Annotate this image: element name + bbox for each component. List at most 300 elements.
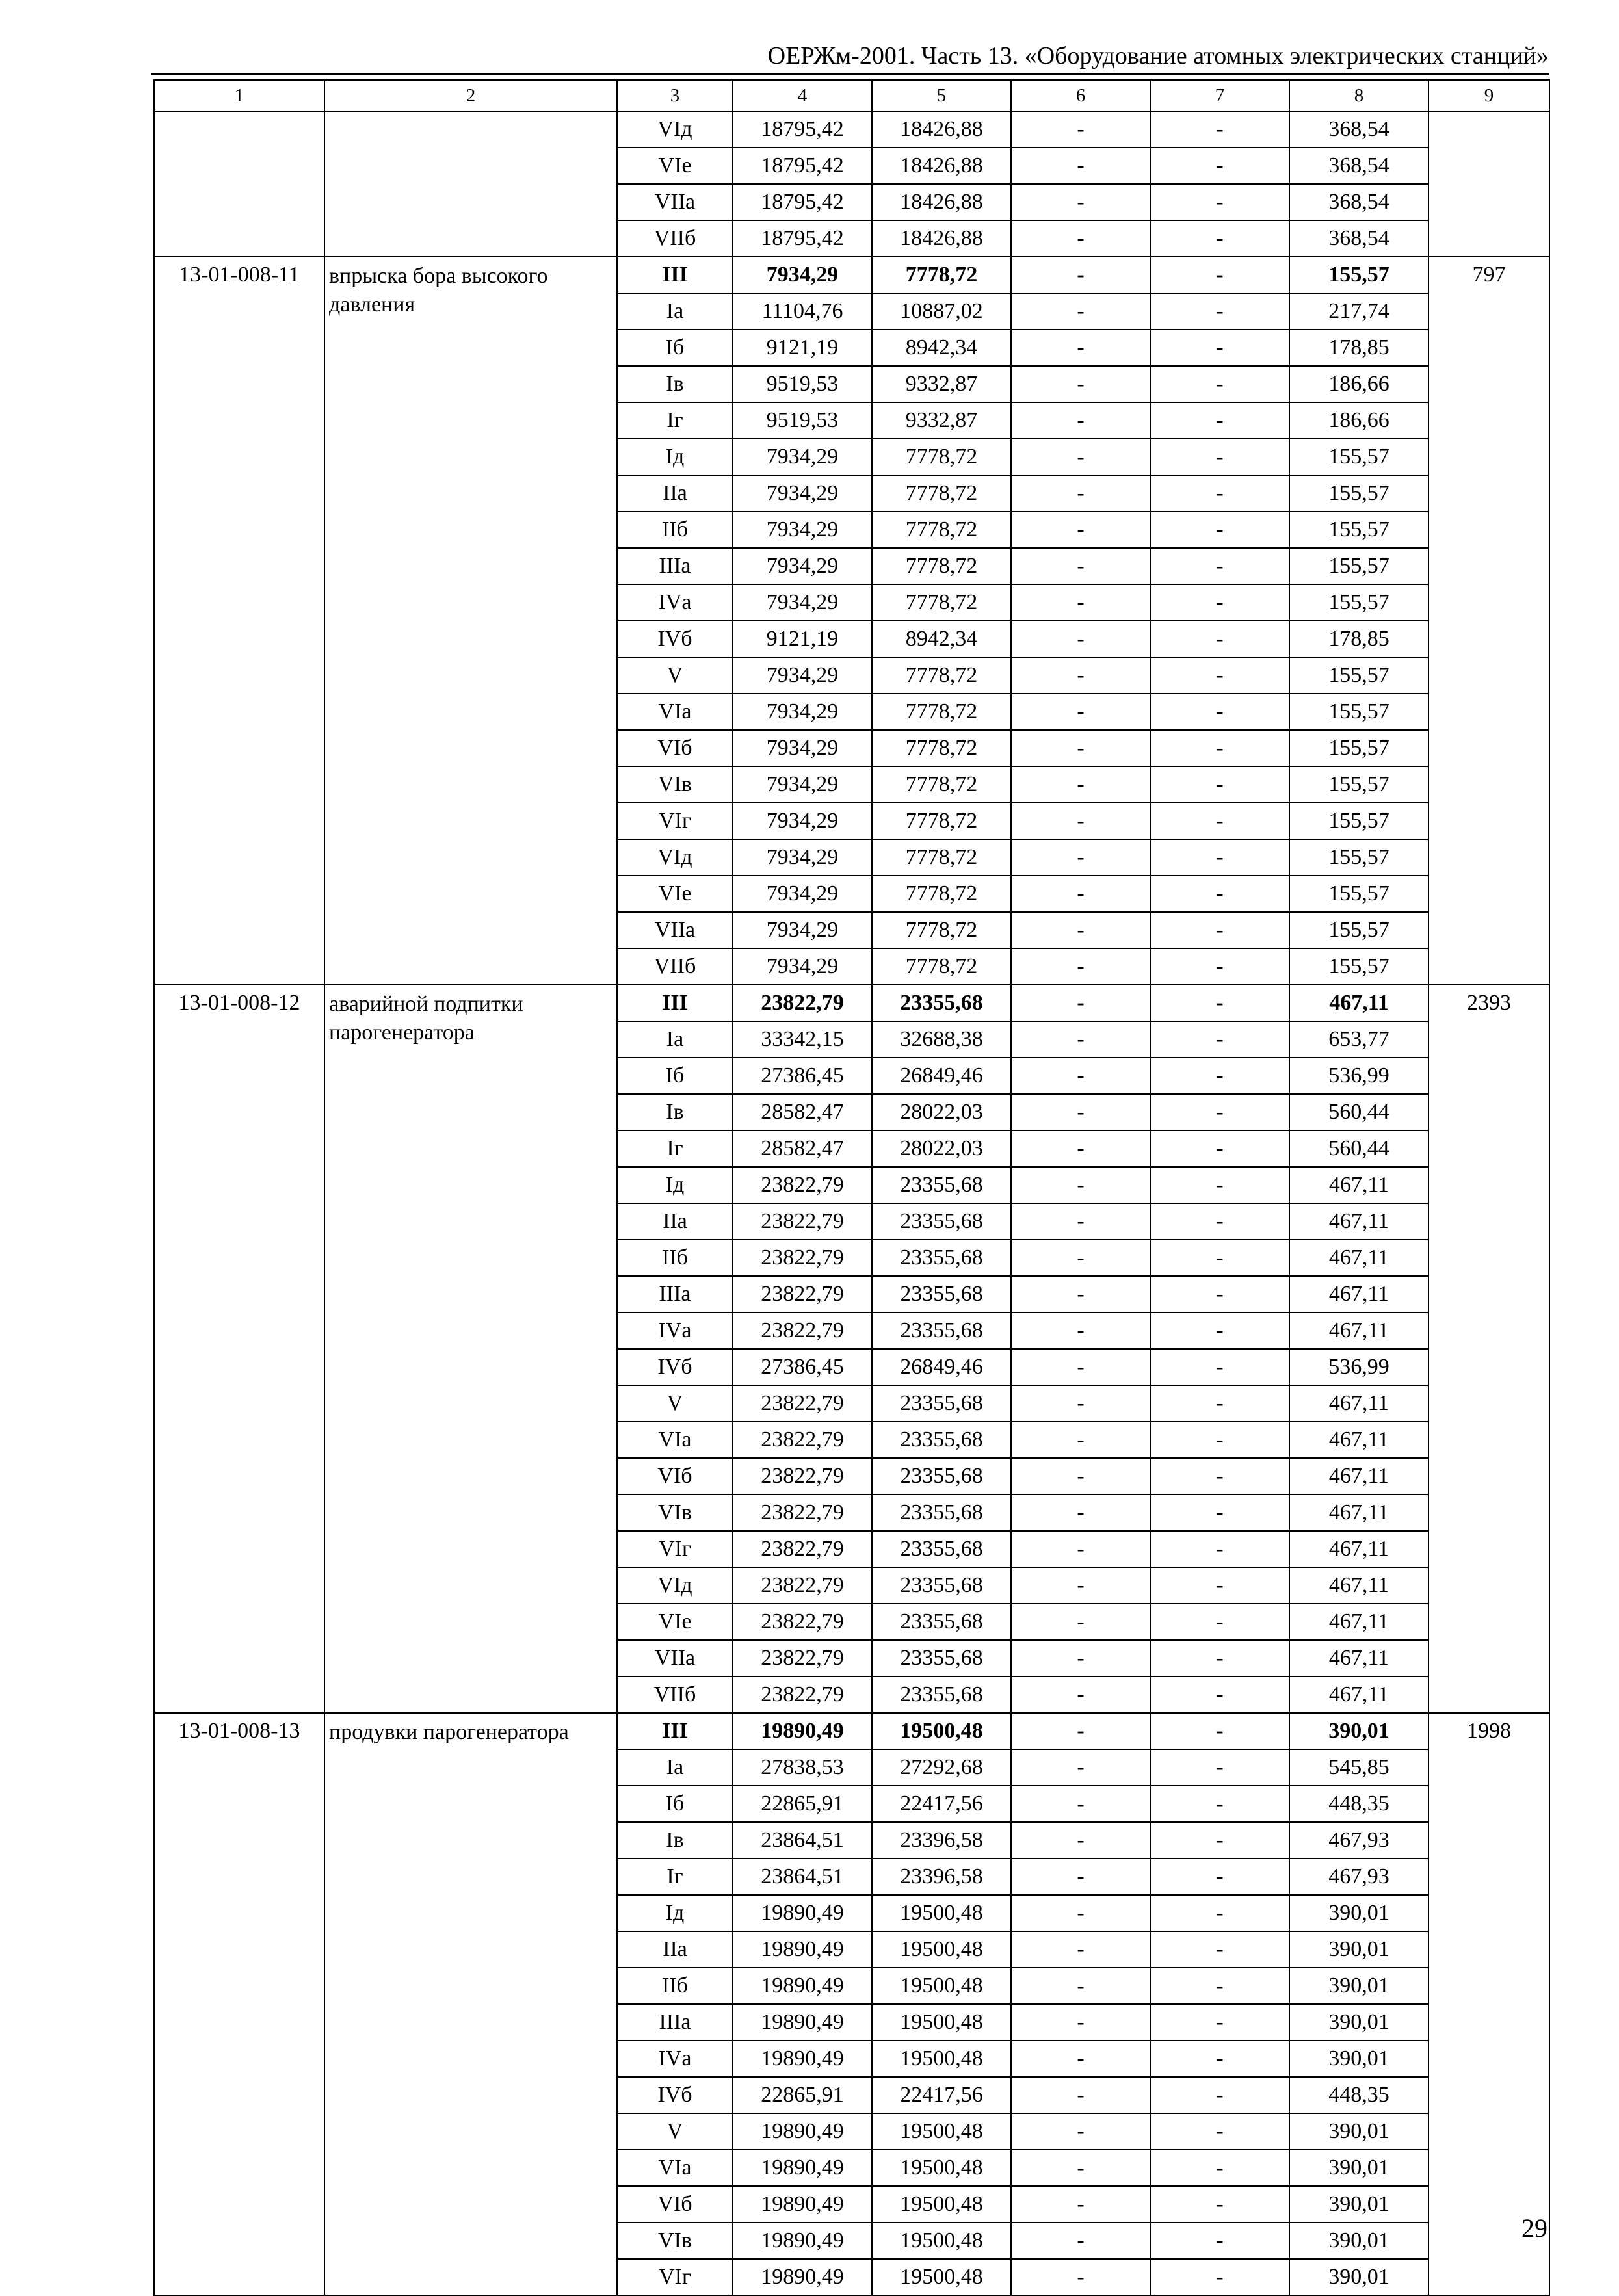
row-class-cell: Iб	[617, 330, 733, 366]
value-cell: 7934,29	[733, 766, 872, 803]
value-cell: -	[1150, 1713, 1289, 1749]
value-cell: 23355,68	[872, 1167, 1011, 1203]
value-cell: 23355,68	[872, 1567, 1011, 1604]
value-cell: -	[1011, 1422, 1150, 1458]
row-class-cell: Iв	[617, 366, 733, 402]
item-code: 13-01-008-11	[154, 257, 324, 985]
value-cell: -	[1011, 1130, 1150, 1167]
row-class-cell: IVа	[617, 584, 733, 621]
value-cell: 10887,02	[872, 293, 1011, 330]
value-cell: 560,44	[1289, 1094, 1428, 1130]
value-cell: -	[1150, 839, 1289, 876]
value-cell: 467,11	[1289, 1203, 1428, 1240]
value-cell: 467,11	[1289, 1640, 1428, 1676]
value-cell: 19890,49	[733, 1968, 872, 2004]
value-cell: 7934,29	[733, 439, 872, 475]
value-cell: -	[1011, 111, 1150, 148]
value-cell: 467,93	[1289, 1822, 1428, 1859]
value-cell: 155,57	[1289, 876, 1428, 912]
value-cell: 536,99	[1289, 1349, 1428, 1385]
row-class-cell: IIб	[617, 512, 733, 548]
value-cell: -	[1150, 1640, 1289, 1676]
value-cell: 448,35	[1289, 1786, 1428, 1822]
value-cell: -	[1011, 730, 1150, 766]
value-cell: 28022,03	[872, 1130, 1011, 1167]
item-col9-value: 1998	[1428, 1713, 1549, 2295]
value-cell: -	[1011, 1021, 1150, 1058]
value-cell: -	[1011, 330, 1150, 366]
item-code: 13-01-008-13	[154, 1713, 324, 2295]
row-class-cell: VIг	[617, 1531, 733, 1567]
value-cell: 23355,68	[872, 1203, 1011, 1240]
value-cell: 7778,72	[872, 694, 1011, 730]
value-cell: 23355,68	[872, 1312, 1011, 1349]
row-class-cell: Iа	[617, 293, 733, 330]
value-cell: -	[1150, 1385, 1289, 1422]
row-class-cell: V	[617, 1385, 733, 1422]
value-cell: -	[1011, 1349, 1150, 1385]
row-class-cell: Iа	[617, 1021, 733, 1058]
value-cell: -	[1011, 621, 1150, 657]
value-cell: 186,66	[1289, 402, 1428, 439]
value-cell: -	[1011, 148, 1150, 184]
value-cell: 7934,29	[733, 730, 872, 766]
value-cell: -	[1150, 1349, 1289, 1385]
value-cell: -	[1011, 1058, 1150, 1094]
item-col9-value: 2393	[1428, 985, 1549, 1713]
value-cell: -	[1011, 1822, 1150, 1859]
row-class-cell: VIг	[617, 803, 733, 839]
table-row	[154, 985, 1549, 1021]
value-cell: 28582,47	[733, 1094, 872, 1130]
row-class-cell: VIа	[617, 1422, 733, 1458]
value-cell: -	[1150, 1749, 1289, 1786]
row-class-cell: VIд	[617, 111, 733, 148]
row-class-cell: IVа	[617, 1312, 733, 1349]
value-cell: 19500,48	[872, 2150, 1011, 2186]
value-cell: 23822,79	[733, 1240, 872, 1276]
value-cell: 19500,48	[872, 2259, 1011, 2295]
value-cell: -	[1150, 1167, 1289, 1203]
row-class-cell: IVб	[617, 621, 733, 657]
item-name: продувки парогенератора	[324, 1713, 617, 2295]
value-cell: 18426,88	[872, 148, 1011, 184]
value-cell: -	[1011, 1385, 1150, 1422]
column-number: 3	[617, 80, 733, 111]
value-cell: 7934,29	[733, 948, 872, 985]
value-cell: 7934,29	[733, 839, 872, 876]
column-number: 4	[733, 80, 872, 111]
page-header-title: ОЕРЖм-2001. Часть 13. «Оборудование атомных электрических станций»	[767, 42, 1549, 70]
row-class-cell: IIа	[617, 475, 733, 512]
value-cell: 19500,48	[872, 1713, 1011, 1749]
value-cell: 19500,48	[872, 2113, 1011, 2150]
name-cell-empty	[324, 111, 617, 257]
value-cell: -	[1150, 1859, 1289, 1895]
value-cell: -	[1011, 2223, 1150, 2259]
value-cell: 18795,42	[733, 148, 872, 184]
value-cell: 186,66	[1289, 366, 1428, 402]
value-cell: 155,57	[1289, 475, 1428, 512]
value-cell: -	[1011, 402, 1150, 439]
value-cell: -	[1011, 657, 1150, 694]
value-cell: -	[1150, 1312, 1289, 1349]
value-cell: 18795,42	[733, 220, 872, 257]
value-cell: 155,57	[1289, 694, 1428, 730]
column-number: 8	[1289, 80, 1428, 111]
table-body	[154, 80, 1549, 2295]
value-cell: -	[1150, 1240, 1289, 1276]
value-cell: 23355,68	[872, 1531, 1011, 1567]
value-cell: -	[1011, 766, 1150, 803]
value-cell: 178,85	[1289, 330, 1428, 366]
value-cell: -	[1150, 111, 1289, 148]
value-cell: 155,57	[1289, 912, 1428, 948]
value-cell: -	[1011, 1494, 1150, 1531]
row-class-cell: VIIб	[617, 220, 733, 257]
value-cell: -	[1150, 402, 1289, 439]
row-class-cell: VIд	[617, 1567, 733, 1604]
row-class-cell: III	[617, 985, 733, 1021]
row-class-cell: VIб	[617, 2186, 733, 2223]
value-cell: -	[1011, 1276, 1150, 1312]
value-cell: 19890,49	[733, 2113, 872, 2150]
row-class-cell: VIа	[617, 2150, 733, 2186]
value-cell: -	[1150, 985, 1289, 1021]
value-cell: 155,57	[1289, 512, 1428, 548]
value-cell: 22417,56	[872, 1786, 1011, 1822]
value-cell: 8942,34	[872, 330, 1011, 366]
value-cell: -	[1150, 803, 1289, 839]
value-cell: -	[1011, 1604, 1150, 1640]
row-class-cell: VIе	[617, 148, 733, 184]
value-cell: 7778,72	[872, 257, 1011, 293]
value-cell: 23822,79	[733, 1604, 872, 1640]
value-cell: 19890,49	[733, 1895, 872, 1931]
value-cell: 23355,68	[872, 1604, 1011, 1640]
row-class-cell: VIб	[617, 1458, 733, 1494]
row-class-cell: VIв	[617, 2223, 733, 2259]
value-cell: -	[1150, 657, 1289, 694]
value-cell: -	[1150, 912, 1289, 948]
row-class-cell: IIIа	[617, 548, 733, 584]
item-col9-value: 797	[1428, 257, 1549, 985]
value-cell: 155,57	[1289, 839, 1428, 876]
value-cell: -	[1150, 694, 1289, 730]
value-cell: -	[1011, 912, 1150, 948]
value-cell: -	[1011, 694, 1150, 730]
value-cell: 390,01	[1289, 1713, 1428, 1749]
value-cell: 23822,79	[733, 1312, 872, 1349]
value-cell: 155,57	[1289, 657, 1428, 694]
value-cell: 390,01	[1289, 2259, 1428, 2295]
value-cell: -	[1150, 2041, 1289, 2077]
value-cell: -	[1150, 2186, 1289, 2223]
row-class-cell: Iв	[617, 1094, 733, 1130]
value-cell: 545,85	[1289, 1749, 1428, 1786]
value-cell: -	[1150, 330, 1289, 366]
value-cell: -	[1011, 1094, 1150, 1130]
row-class-cell: VIд	[617, 839, 733, 876]
value-cell: 9121,19	[733, 330, 872, 366]
value-cell: 19890,49	[733, 2186, 872, 2223]
value-cell: -	[1150, 1094, 1289, 1130]
row-class-cell: IVа	[617, 2041, 733, 2077]
value-cell: 23864,51	[733, 1822, 872, 1859]
value-cell: 23355,68	[872, 1385, 1011, 1422]
value-cell: -	[1011, 1931, 1150, 1968]
value-cell: -	[1011, 1968, 1150, 2004]
value-cell: 467,11	[1289, 1458, 1428, 1494]
row-class-cell: Iг	[617, 1859, 733, 1895]
value-cell: 19500,48	[872, 1895, 1011, 1931]
value-cell: -	[1011, 1240, 1150, 1276]
value-cell: -	[1011, 1312, 1150, 1349]
value-cell: 390,01	[1289, 2041, 1428, 2077]
value-cell: 7778,72	[872, 584, 1011, 621]
value-cell: -	[1150, 1422, 1289, 1458]
value-cell: -	[1150, 293, 1289, 330]
value-cell: -	[1011, 293, 1150, 330]
value-cell: -	[1150, 1021, 1289, 1058]
value-cell: -	[1011, 439, 1150, 475]
value-cell: 11104,76	[733, 293, 872, 330]
value-cell: 26849,46	[872, 1058, 1011, 1094]
value-cell: 7778,72	[872, 439, 1011, 475]
row-class-cell: III	[617, 1713, 733, 1749]
value-cell: 19890,49	[733, 2041, 872, 2077]
value-cell: 28022,03	[872, 1094, 1011, 1130]
value-cell: 155,57	[1289, 439, 1428, 475]
row-class-cell: VIв	[617, 766, 733, 803]
value-cell: -	[1150, 2113, 1289, 2150]
value-cell: 26849,46	[872, 1349, 1011, 1385]
row-class-cell: Iг	[617, 402, 733, 439]
value-cell: 23822,79	[733, 1458, 872, 1494]
value-cell: -	[1150, 876, 1289, 912]
value-cell: 390,01	[1289, 2186, 1428, 2223]
value-cell: 390,01	[1289, 2150, 1428, 2186]
value-cell: 467,11	[1289, 1240, 1428, 1276]
value-cell: 467,11	[1289, 1167, 1428, 1203]
row-class-cell: VIIа	[617, 912, 733, 948]
column-number: 1	[154, 80, 324, 111]
value-cell: 178,85	[1289, 621, 1428, 657]
value-cell: -	[1011, 1895, 1150, 1931]
value-cell: 18426,88	[872, 111, 1011, 148]
page-number: 29	[1521, 2213, 1547, 2243]
rates-table	[153, 79, 1550, 2296]
value-cell: 23822,79	[733, 1676, 872, 1713]
value-cell: -	[1011, 1640, 1150, 1676]
value-cell: -	[1150, 1676, 1289, 1713]
column-number: 6	[1011, 80, 1150, 111]
value-cell: 27386,45	[733, 1058, 872, 1094]
value-cell: 23355,68	[872, 1640, 1011, 1676]
value-cell: 368,54	[1289, 111, 1428, 148]
value-cell: 7934,29	[733, 512, 872, 548]
value-cell: -	[1150, 148, 1289, 184]
value-cell: 155,57	[1289, 548, 1428, 584]
value-cell: -	[1011, 876, 1150, 912]
row-class-cell: VIв	[617, 1494, 733, 1531]
value-cell: -	[1011, 584, 1150, 621]
table-row	[154, 1713, 1549, 1749]
value-cell: -	[1011, 184, 1150, 220]
row-class-cell: Iг	[617, 1130, 733, 1167]
value-cell: -	[1011, 2077, 1150, 2113]
row-class-cell: IIIа	[617, 2004, 733, 2041]
value-cell: -	[1150, 366, 1289, 402]
value-cell: 18795,42	[733, 111, 872, 148]
row-class-cell: Iв	[617, 1822, 733, 1859]
column-number: 5	[872, 80, 1011, 111]
value-cell: -	[1150, 548, 1289, 584]
value-cell: -	[1150, 1968, 1289, 2004]
value-cell: 155,57	[1289, 257, 1428, 293]
value-cell: 22865,91	[733, 2077, 872, 2113]
value-cell: 9332,87	[872, 402, 1011, 439]
value-cell: -	[1150, 1604, 1289, 1640]
value-cell: -	[1150, 621, 1289, 657]
value-cell: 7934,29	[733, 803, 872, 839]
row-class-cell: Iд	[617, 1167, 733, 1203]
value-cell: -	[1150, 475, 1289, 512]
row-class-cell: VIIа	[617, 1640, 733, 1676]
value-cell: 155,57	[1289, 803, 1428, 839]
row-class-cell: VIа	[617, 694, 733, 730]
value-cell: -	[1011, 366, 1150, 402]
value-cell: 155,57	[1289, 948, 1428, 985]
row-class-cell: Iа	[617, 1749, 733, 1786]
item-code: 13-01-008-12	[154, 985, 324, 1713]
value-cell: 23822,79	[733, 1203, 872, 1240]
value-cell: 27292,68	[872, 1749, 1011, 1786]
value-cell: 7778,72	[872, 657, 1011, 694]
value-cell: 467,11	[1289, 1494, 1428, 1531]
value-cell: -	[1150, 1130, 1289, 1167]
value-cell: 23355,68	[872, 1240, 1011, 1276]
value-cell: -	[1150, 1895, 1289, 1931]
row-class-cell: VIг	[617, 2259, 733, 2295]
value-cell: 467,93	[1289, 1859, 1428, 1895]
row-class-cell: VIб	[617, 730, 733, 766]
value-cell: -	[1011, 220, 1150, 257]
value-cell: -	[1150, 1203, 1289, 1240]
value-cell: -	[1011, 2041, 1150, 2077]
value-cell: -	[1011, 1749, 1150, 1786]
value-cell: 23355,68	[872, 1422, 1011, 1458]
value-cell: 22417,56	[872, 2077, 1011, 2113]
value-cell: 7778,72	[872, 876, 1011, 912]
value-cell: 19890,49	[733, 2150, 872, 2186]
value-cell: 7934,29	[733, 548, 872, 584]
value-cell: -	[1011, 1786, 1150, 1822]
row-class-cell: VIIа	[617, 184, 733, 220]
value-cell: 23355,68	[872, 1458, 1011, 1494]
value-cell: 23355,68	[872, 1676, 1011, 1713]
value-cell: 23822,79	[733, 1385, 872, 1422]
row-class-cell: IIа	[617, 1203, 733, 1240]
value-cell: -	[1011, 257, 1150, 293]
value-cell: 7934,29	[733, 912, 872, 948]
value-cell: 9519,53	[733, 402, 872, 439]
row-class-cell: III	[617, 257, 733, 293]
value-cell: -	[1011, 1458, 1150, 1494]
value-cell: -	[1150, 1567, 1289, 1604]
value-cell: -	[1011, 475, 1150, 512]
row-class-cell: IIа	[617, 1931, 733, 1968]
value-cell: -	[1150, 512, 1289, 548]
value-cell: -	[1011, 948, 1150, 985]
value-cell: 368,54	[1289, 220, 1428, 257]
row-class-cell: Iд	[617, 439, 733, 475]
value-cell: -	[1150, 1058, 1289, 1094]
value-cell: 390,01	[1289, 1968, 1428, 2004]
value-cell: 155,57	[1289, 584, 1428, 621]
value-cell: -	[1011, 1676, 1150, 1713]
value-cell: 18426,88	[872, 184, 1011, 220]
value-cell: 7778,72	[872, 766, 1011, 803]
value-cell: 390,01	[1289, 2223, 1428, 2259]
value-cell: 7934,29	[733, 657, 872, 694]
value-cell: -	[1011, 1713, 1150, 1749]
value-cell: -	[1150, 257, 1289, 293]
value-cell: 155,57	[1289, 730, 1428, 766]
row-class-cell: IVб	[617, 1349, 733, 1385]
value-cell: 467,11	[1289, 1385, 1428, 1422]
value-cell: -	[1150, 439, 1289, 475]
value-cell: 19890,49	[733, 1713, 872, 1749]
value-cell: 155,57	[1289, 766, 1428, 803]
value-cell: 467,11	[1289, 1276, 1428, 1312]
value-cell: 23864,51	[733, 1859, 872, 1895]
value-cell: 390,01	[1289, 1931, 1428, 1968]
value-cell: 390,01	[1289, 2113, 1428, 2150]
value-cell: 467,11	[1289, 1531, 1428, 1567]
column-number: 7	[1150, 80, 1289, 111]
value-cell: 23822,79	[733, 1567, 872, 1604]
value-cell: -	[1011, 2150, 1150, 2186]
value-cell: -	[1011, 2113, 1150, 2150]
value-cell: 217,74	[1289, 293, 1428, 330]
value-cell: 467,11	[1289, 1604, 1428, 1640]
value-cell: 19890,49	[733, 2223, 872, 2259]
value-cell: 18795,42	[733, 184, 872, 220]
value-cell: -	[1150, 1786, 1289, 1822]
value-cell: 19500,48	[872, 2186, 1011, 2223]
value-cell: 23355,68	[872, 1494, 1011, 1531]
value-cell: 32688,38	[872, 1021, 1011, 1058]
value-cell: 7778,72	[872, 475, 1011, 512]
value-cell: -	[1011, 985, 1150, 1021]
value-cell: -	[1011, 1203, 1150, 1240]
value-cell: 27386,45	[733, 1349, 872, 1385]
value-cell: -	[1150, 1531, 1289, 1567]
value-cell: 23822,79	[733, 1422, 872, 1458]
value-cell: 7934,29	[733, 876, 872, 912]
value-cell: 368,54	[1289, 184, 1428, 220]
value-cell: 7778,72	[872, 912, 1011, 948]
value-cell: 7778,72	[872, 512, 1011, 548]
value-cell: -	[1150, 1276, 1289, 1312]
value-cell: -	[1150, 2077, 1289, 2113]
row-class-cell: VIIб	[617, 1676, 733, 1713]
value-cell: 467,11	[1289, 1422, 1428, 1458]
value-cell: -	[1011, 548, 1150, 584]
value-cell: 23396,58	[872, 1859, 1011, 1895]
value-cell: 390,01	[1289, 2004, 1428, 2041]
